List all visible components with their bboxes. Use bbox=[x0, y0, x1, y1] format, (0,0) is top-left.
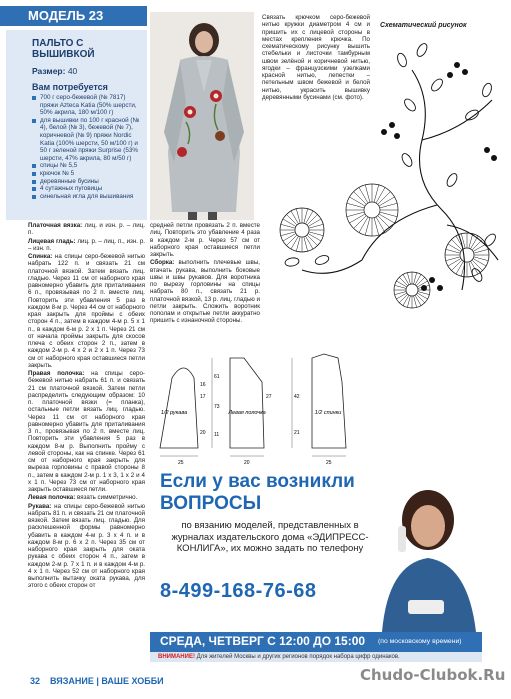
size-line bbox=[32, 66, 147, 76]
dimension-label: 17 bbox=[200, 394, 206, 400]
pattern-label-front: Левая полочка bbox=[228, 410, 266, 416]
instruction-paragraph bbox=[28, 222, 145, 237]
dimension-label: 42 bbox=[294, 394, 300, 400]
instruction-text: на спицы серо-бежевой нитью набрать 81 п. и связать 21 см платочной вязкой. Затем вязать лиц. гладью. Для расклешенной формы равномерно убавить в каждом 4-м р. 3 х 4 п. и в каждом 8-м р. 6 х 2 п. Через 35 см от наборного края закрыть для оката рукава с обеих сторон 4 п., затем в каждом 2-м р. 7 х 1 п. и в каждом 4-м р. 4 х 1 п. Через 52 см от наборного края выполнить вытачку оката рукава, для этого с обеих сторон от bbox=[28, 502, 145, 590]
material-item: деревянные бусины bbox=[32, 178, 143, 186]
instruction-text: вязать симметрично. bbox=[75, 494, 138, 502]
petal-stroke bbox=[307, 235, 318, 246]
petal-stroke bbox=[354, 192, 367, 205]
embroidery-schematic bbox=[262, 30, 508, 326]
instruction-paragraph bbox=[28, 370, 145, 493]
dimension-label: 21 bbox=[294, 430, 300, 436]
ad-body: по вязанию моделей, представленных в журналах издательского дома «ЭДИПРЕСС-КОНЛИГА», их можно задать по телефону bbox=[171, 520, 369, 554]
instruction-text: выполнить плечевые швы, втачать рукава, выполнить боковые швы и швы рукавов. Для воротника по вырезу горловины на спицы набрать 80 п., связать 21 р. платочной вязкой, 13 р. лиц. гладью и петли закрыть. Сложить воротник пополам и открытые петли аккуратно пришить с изнаночной стороны. bbox=[150, 259, 260, 325]
ad-phone-number[interactable]: 8-499-168-76-68 bbox=[160, 580, 317, 602]
petal-stroke bbox=[378, 216, 391, 229]
instruction-heading: Платочная вязка: bbox=[28, 222, 83, 229]
material-item: синельная игла для вышивания bbox=[32, 193, 143, 201]
petal-stroke bbox=[378, 192, 391, 205]
schematic-label: Схематический рисунок bbox=[380, 22, 467, 29]
dimension-label: 73 bbox=[214, 404, 220, 410]
petal-stroke bbox=[286, 235, 297, 246]
instruction-paragraph bbox=[150, 222, 260, 258]
pattern-label-sleeve: 1/2 рукава bbox=[160, 410, 188, 416]
footer-title: ВЯЗАНИЕ | ВАШЕ ХОББИ bbox=[50, 676, 164, 686]
dimension-label: 16 bbox=[200, 382, 206, 388]
instructions-column-2 bbox=[150, 222, 260, 326]
ad-timezone: (по московскому времени) bbox=[378, 638, 462, 645]
dimension-label: 11 bbox=[214, 432, 220, 438]
dimension-label: 61 bbox=[214, 374, 220, 380]
ad-note-label: ВНИМАНИЕ! bbox=[158, 654, 195, 660]
materials-list bbox=[6, 94, 147, 200]
material-item: 700 г серо-бежевой (№ 7817) пряжи Azteca Katia (50% шерсти, 50% акрила, 180 м/100 г) bbox=[32, 94, 143, 117]
instruction-heading: Лицевая гладь: bbox=[28, 237, 76, 245]
instruction-text: на спицы серо-бежевой нитью набрать 61 п. и связать 21 см платочной вязкой. Затем петли распределить следующим образом: 10 п. платочной вязки (= планка), остальные петли вязать лиц. гладью. Через 11 см от наборного края равномерно убавить для приталивания 3 п., провязывая по 2 п. вместе лиц. Повторить эти убавления 5 раз в каждом 8-м р. Выполнить пройму с левой стороны, как на спинке. Через 61 см от наборного края закрыть для выреза горловины с правой стороны 8 п., затем в каждом 2-м р. 1 х 3, 1 х 2 и 4 х 1 п. Через 73 см от наборного края закрыть оставшиеся петли. bbox=[28, 370, 145, 493]
instruction-heading: Сборка: bbox=[150, 259, 175, 267]
material-item: для вышивки по 100 г красной (№ 4), белой (№ 3), бежевой (№ 7), коричневой (№ 9) пряжи Nordic Katia (100% шерсти, 50 м/100 г) и 50 г зеленой пряжи Surprise (53% шерсти, 47% акрила, 80 м/50 г) bbox=[32, 117, 143, 163]
dimension-label: 25 bbox=[326, 460, 332, 466]
petal-stroke bbox=[354, 216, 367, 229]
instruction-heading: Правая полочка: bbox=[28, 370, 85, 377]
petal-stroke bbox=[399, 294, 408, 303]
instruction-text: лиц. р. – лиц. п., изн. р. – изн. п. bbox=[28, 237, 145, 252]
instruction-text: на спицы серо-бежевой нитью набрать 122 п. и связать 21 см платочной вязкой. Затем вязать лиц. гладью. Через 11 см от наборного края равномерно убавить для приталивания 6 п., провязывая по 2 п. вместе лиц. Повторить эти убавления 5 раз в каждом 8-м р. Через 44 см от наборного края закрыть для проймы с обеих сторон 4 п., затем в каждом 4-м р. 5 х 1 п., в каждом 6-м р. 2 х 1 п. Через 21 см от начала проймы закрыть для скосов плеча с обеих сторон 2 п., затем в каждом 2-м р. 4 х 2 и 2 х 1 п. Через 73 см от наборного края оставшиеся петли закрыть. bbox=[28, 253, 145, 369]
model-header: МОДЕЛЬ 23 bbox=[0, 6, 147, 26]
site-watermark: Chudo-Clubok.Ru bbox=[360, 666, 506, 684]
petal-stroke bbox=[416, 294, 425, 303]
petal-stroke bbox=[399, 277, 408, 286]
instruction-paragraph bbox=[28, 494, 145, 501]
ad-note-text: Для жителей Москвы и других регионов порядок набора цифр одинаков. bbox=[194, 654, 400, 660]
petal-stroke bbox=[416, 277, 425, 286]
instruction-heading: Левая полочка: bbox=[28, 494, 76, 502]
instruction-heading: Спинка: bbox=[28, 253, 53, 260]
instruction-heading: Рукава: bbox=[28, 502, 52, 510]
ad-headline: Если у вас возникли bbox=[160, 471, 355, 492]
ad-hours: СРЕДА, ЧЕТВЕРГ С 12:00 ДО 15:00 bbox=[160, 634, 366, 648]
size-label: Размер: bbox=[32, 66, 66, 76]
pattern-label-back: 1/2 спинки bbox=[314, 410, 342, 416]
instruction-paragraph bbox=[28, 503, 145, 590]
dimension-label: 20 bbox=[200, 430, 206, 436]
petal-stroke bbox=[307, 214, 318, 225]
page-number: 32 bbox=[30, 676, 41, 686]
material-item: 4 сутажных пуговицы bbox=[32, 185, 143, 193]
materials-panel bbox=[6, 30, 147, 220]
material-item: спицы № 5,5 bbox=[32, 162, 143, 170]
instruction-paragraph bbox=[150, 259, 260, 324]
dimension-label: 27 bbox=[266, 394, 272, 400]
operator-photo bbox=[368, 480, 482, 632]
ad-headline-2: ВОПРОСЫ bbox=[160, 493, 262, 514]
dimension-label: 25 bbox=[178, 460, 184, 466]
coat-photo bbox=[150, 12, 254, 220]
dimension-label: 20 bbox=[244, 460, 250, 466]
instruction-paragraph bbox=[28, 253, 145, 369]
pattern-pieces bbox=[152, 338, 372, 466]
instruction-text: средней петли провязать 2 п. вместе лиц. Повторить это убавление 4 раза в каждом 2-м р. Через 57 см от наборного края оставшиеся петли закрыть. bbox=[150, 222, 260, 258]
petal-stroke bbox=[286, 214, 297, 225]
petal-stroke bbox=[451, 260, 462, 271]
instructions-column-1 bbox=[28, 222, 145, 591]
size-value: 40 bbox=[67, 66, 78, 76]
panel-title: ПАЛЬТО С ВЫШИВКОЙ bbox=[32, 38, 95, 60]
instruction-paragraph bbox=[28, 238, 145, 253]
instruction-text: лиц. и изн. р. – лиц. п. bbox=[28, 222, 145, 237]
ad-note bbox=[150, 652, 482, 662]
materials-title: Вам потребуется bbox=[32, 82, 108, 92]
embroidery-instructions: Связать крючком серо-бежевой нитью кружки диаметром 4 см и пришить их с лицевой стороны в местах крепления крючка. По схематическому рисунку вышить стебельки и листочки тамбурным швом зелёной и коричневой нитью, ягодки – французскими узелками красной нитью, лепестки – петельным швом бежевой и белой нитью, украсить вышивку деревянными бусинами (см. фото). bbox=[262, 14, 370, 101]
petal-stroke bbox=[472, 239, 483, 250]
material-item: крючок № 5 bbox=[32, 170, 143, 178]
